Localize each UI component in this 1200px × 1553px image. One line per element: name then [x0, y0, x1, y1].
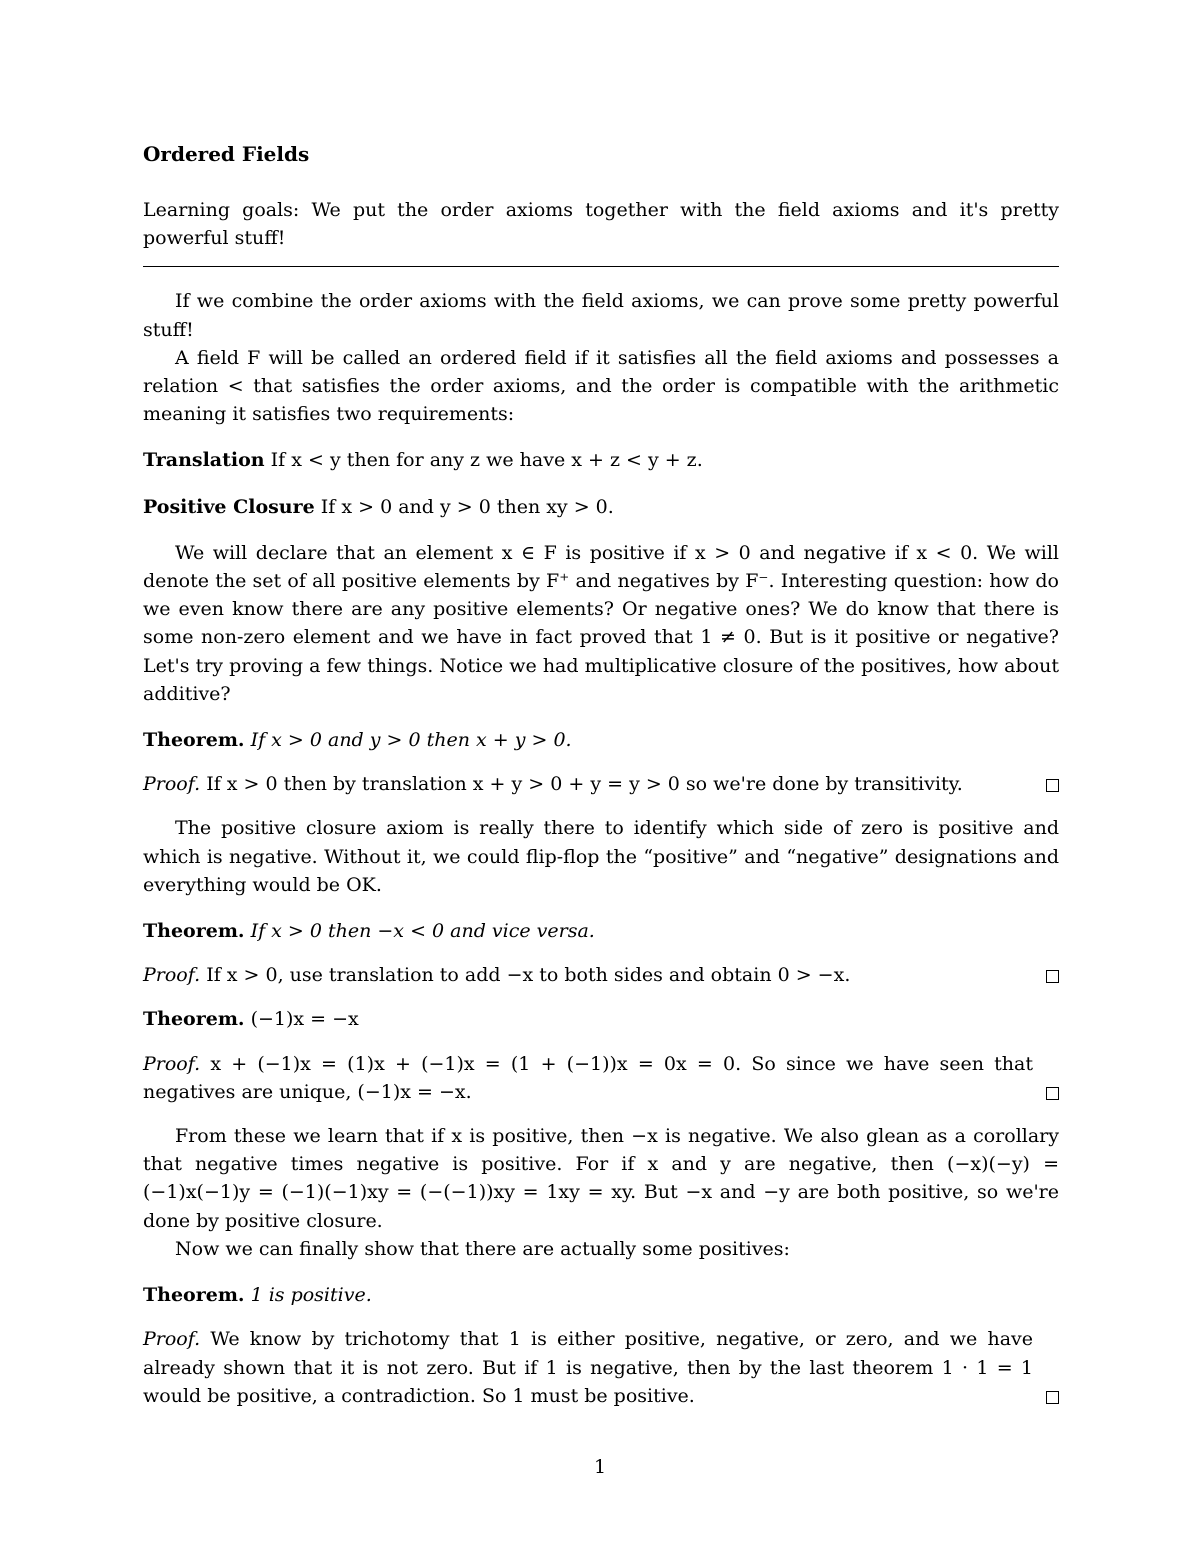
proof-3: [143, 1050, 1059, 1106]
paragraph-now: Now we can finally show that there are actually some positives:: [175, 1237, 790, 1260]
qed-box-icon: [1046, 1087, 1059, 1100]
page-number: 1: [593, 1456, 607, 1478]
axiom-text: If x > 0 and y > 0 then xy > 0.: [320, 495, 614, 518]
paragraph-positive-elements: We will declare that an element x ∈ F is positive if x > 0 and negative if x < 0. We will denote the set of all positive elements by F⁺ and negatives by F⁻. Interesting question: how do we even know there are any positive elements? Or negative ones? We do know that there is some non-zero element and we have in fact proved that 1 ≠ 0. But is it positive or negative? Let's try proving a few things. Notice we had multiplicative closure of the positives, how about additive?: [143, 541, 1059, 705]
axiom-name: Translation: [143, 449, 265, 472]
proof-label: Proof.: [143, 964, 201, 987]
theorem-label: Theorem.: [143, 1284, 245, 1307]
intro-paragraph-1: If we combine the order axioms with the field axioms, we can prove some pretty powerful stuff!: [143, 290, 1059, 341]
theorem-label: Theorem.: [143, 920, 245, 943]
proof-label: Proof.: [143, 773, 201, 796]
learning-goals: Learning goals: We put the order axioms together with the field axioms and it's pretty powerful stuff!: [143, 199, 1059, 250]
theorem-2: [143, 917, 1059, 945]
horizontal-rule: [143, 266, 1059, 267]
axiom-text: If x < y then for any z we have x + z < y + z.: [270, 449, 703, 472]
axiom-translation: [143, 446, 1059, 474]
page-body: [143, 140, 1059, 1410]
theorem-label: Theorem.: [143, 729, 245, 752]
paragraph-corollary: From these we learn that if x is positive, then −x is negative. We also glean as a corollary that negative times negative is positive. For if x and y are negative, then (−x)(−y) = (−1)x(−1)y = (−1)(−1)xy = (−(−1))xy = 1xy = xy. But −x and −y are both positive, so we're done by positive closure.: [143, 1125, 1059, 1232]
theorem-statement: If x > 0 then −x < 0 and vice versa.: [250, 920, 595, 943]
theorem-3: [143, 1005, 1059, 1033]
proof-4: [143, 1325, 1059, 1410]
qed-box-icon: [1046, 970, 1059, 983]
theorem-4: [143, 1281, 1059, 1309]
axiom-positive-closure: [143, 493, 1059, 521]
proof-label: Proof.: [143, 1052, 201, 1075]
proof-text: If x > 0 then by translation x + y > 0 + y = y > 0 so we're done by transitivity.: [206, 773, 963, 796]
axiom-name: Positive Closure: [143, 495, 315, 518]
theorem-label: Theorem.: [143, 1008, 245, 1031]
page-title: Ordered Fields: [143, 142, 310, 166]
qed-box-icon: [1046, 779, 1059, 792]
theorem-statement: (−1)x = −x: [250, 1008, 359, 1031]
proof-text: We know by trichotomy that 1 is either positive, negative, or zero, and we have already shown that it is not zero. But if 1 is negative, then by the last theorem 1 · 1 = 1 would be positive, a contradiction. So 1 must be positive.: [143, 1328, 1033, 1407]
paragraph-positive-closure: The positive closure axiom is really there to identify which side of zero is positive and which is negative. Without it, we could flip-flop the “positive” and “negative” designations and everything would be OK.: [143, 817, 1059, 896]
theorem-statement: If x > 0 and y > 0 then x + y > 0.: [250, 729, 572, 752]
qed-box-icon: [1046, 1391, 1059, 1404]
proof-label: Proof.: [143, 1328, 201, 1351]
theorem-statement: 1 is positive.: [250, 1284, 372, 1307]
proof-text: If x > 0, use translation to add −x to both sides and obtain 0 > −x.: [206, 964, 851, 987]
proof-2: [143, 961, 1059, 989]
intro-paragraph-2: A field F will be called an ordered field if it satisfies all the field axioms and possesses a relation < that satisfies the order axioms, and the order is compatible with the arithmetic meaning it satisfies two requirements:: [143, 346, 1059, 426]
theorem-1: [143, 726, 1059, 754]
proof-text: x + (−1)x = (1)x + (−1)x = (1 + (−1))x = 0x = 0. So since we have seen that negatives are unique, (−1)x = −x.: [143, 1052, 1033, 1103]
proof-1: [143, 770, 1059, 798]
